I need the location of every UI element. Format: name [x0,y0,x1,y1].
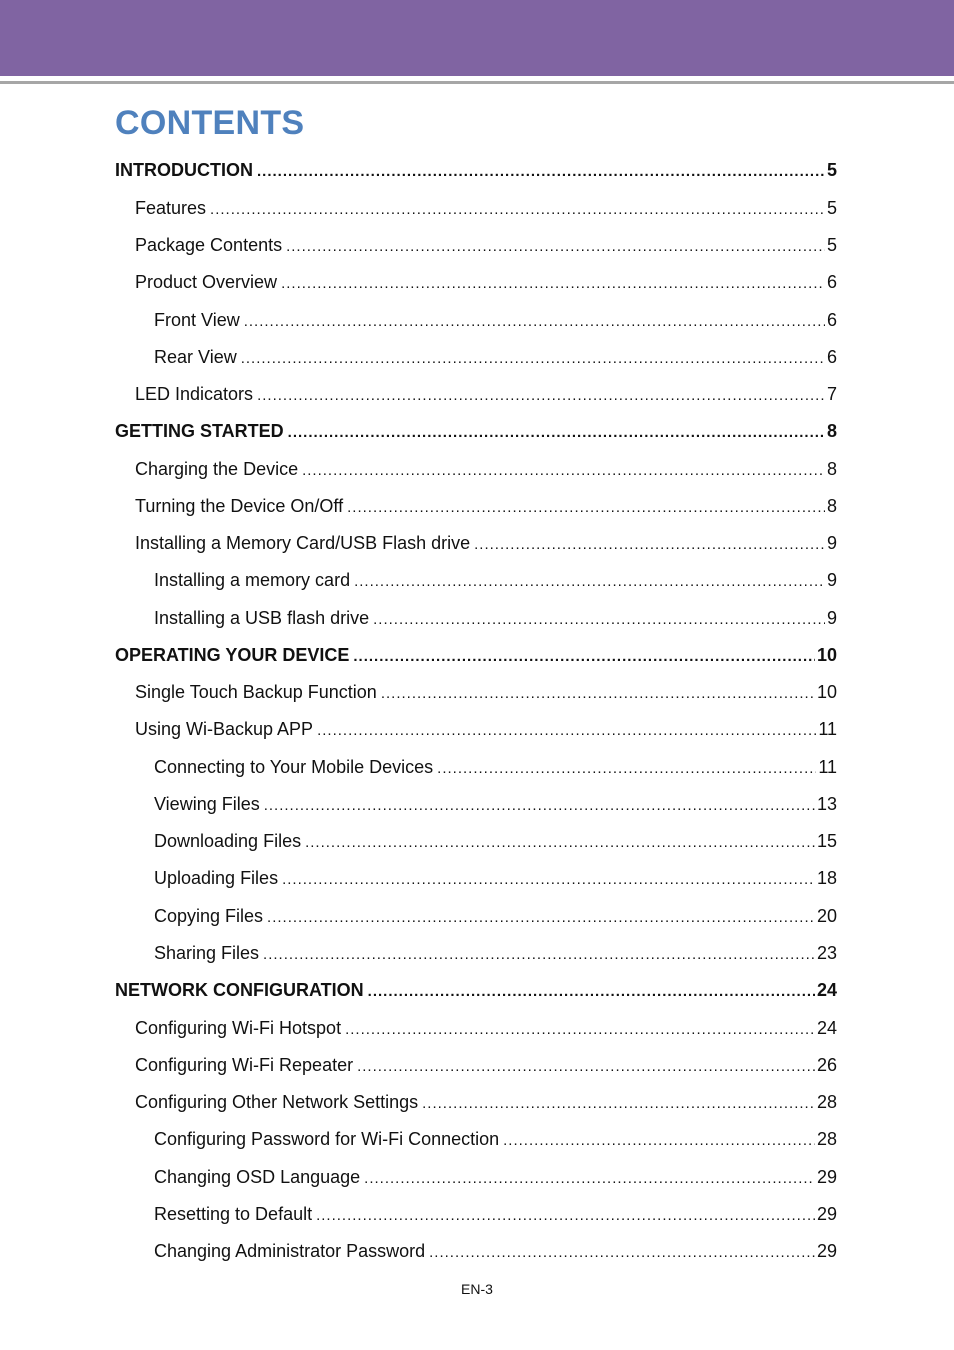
toc-dot-leader [381,685,815,703]
toc-dot-leader [264,797,815,815]
toc-entry-page-number: 8 [826,459,837,479]
toc-entry-page-number: 11 [818,757,837,777]
toc-dot-leader [357,1058,815,1076]
toc-dot-leader [353,648,815,666]
toc-dot-leader [316,1207,815,1225]
toc-entry-label: Downloading Files [154,831,302,851]
toc-entry-page-number: 7 [826,384,837,404]
toc-entry-page-number: 5 [826,198,837,218]
toc-entry-label: INTRODUCTION [115,160,253,180]
toc-entry[interactable] [115,642,837,666]
toc-dot-leader [282,871,815,889]
toc-entry-label: Configuring Password for Wi-Fi Connection [154,1129,500,1149]
toc-entry-page-number: 10 [816,645,837,665]
toc-entry-label: Features [135,198,207,218]
toc-entry-page-number: 24 [816,1018,837,1038]
toc-entry[interactable] [135,716,837,740]
toc-entry-page-number: 8 [826,496,837,516]
toc-entry[interactable] [154,791,837,815]
toc-entry[interactable] [135,679,837,703]
toc-entry[interactable] [154,903,837,927]
toc-entry-page-number: 5 [826,235,837,255]
toc-dot-leader [503,1132,815,1150]
toc-entry-label: Resetting to Default [154,1204,313,1224]
toc-entry[interactable] [135,269,837,293]
toc-entry-label: Sharing Files [154,943,260,963]
toc-entry-label: Installing a Memory Card/USB Flash drive [135,533,471,553]
toc-entry-page-number: 26 [816,1055,837,1075]
toc-entry-page-number: 29 [816,1167,837,1187]
toc-dot-leader [302,462,825,480]
toc-entry-label: Package Contents [135,235,283,255]
toc-entry-label: Installing a memory card [154,570,351,590]
toc-dot-leader [347,499,825,517]
toc-entry-page-number: 18 [816,868,837,888]
toc-entry-label: Using Wi-Backup APP [135,719,314,739]
toc-dot-leader [257,163,825,181]
toc-entry-page-number: 28 [816,1129,837,1149]
toc-entry-page-number: 9 [826,570,837,590]
toc-entry-label: Viewing Files [154,794,260,814]
toc-entry[interactable] [115,157,837,181]
toc-entry-label: NETWORK CONFIGURATION [115,980,364,1000]
toc-entry-page-number: 15 [816,831,837,851]
toc-entry-page-number: 6 [826,347,837,367]
toc-entry-page-number: 13 [816,794,837,814]
toc-entry-label: Charging the Device [135,459,299,479]
toc-entry-label: GETTING STARTED [115,421,284,441]
toc-entry[interactable] [154,1201,837,1225]
toc-entry[interactable] [154,605,837,629]
toc-dot-leader [437,760,816,778]
toc-entry-page-number: 9 [826,608,837,628]
toc-dot-leader [317,722,816,740]
toc-entry-label: Changing OSD Language [154,1167,361,1187]
toc-dot-leader [267,909,815,927]
toc-dot-leader [364,1170,815,1188]
toc-entry-page-number: 6 [826,272,837,292]
toc-entry-label: Turning the Device On/Off [135,496,344,516]
toc-entry[interactable] [154,828,837,852]
toc-entry-page-number: 8 [826,421,837,441]
toc-entry-label: Installing a USB flash drive [154,608,370,628]
toc-entry[interactable] [115,418,837,442]
toc-entry[interactable] [135,232,837,256]
toc-dot-leader [368,983,815,1001]
toc-dot-leader [288,424,825,442]
toc-entry-label: Front View [154,310,240,330]
toc-entry[interactable] [135,1089,837,1113]
toc-dot-leader [354,573,825,591]
toc-entry[interactable] [115,977,837,1001]
toc-entry-page-number: 6 [826,310,837,330]
toc-entry-page-number: 20 [816,906,837,926]
toc-dot-leader [345,1021,815,1039]
toc-entry-page-number: 5 [826,160,837,180]
toc-dot-leader [373,611,825,629]
toc-entry[interactable] [154,307,837,331]
toc-entry[interactable] [135,493,837,517]
contents-heading: CONTENTS [115,104,305,142]
toc-entry-page-number: 23 [816,943,837,963]
toc-entry-page-number: 29 [816,1241,837,1261]
toc-entry[interactable] [154,1164,837,1188]
toc-entry[interactable] [135,195,837,219]
toc-entry[interactable] [135,530,837,554]
toc-entry-label: Configuring Wi-Fi Hotspot [135,1018,342,1038]
toc-entry-page-number: 29 [816,1204,837,1224]
toc-entry[interactable] [135,1052,837,1076]
toc-entry-label: Uploading Files [154,868,279,888]
toc-entry[interactable] [135,1015,837,1039]
toc-entry[interactable] [135,456,837,480]
toc-entry-page-number: 10 [816,682,837,702]
toc-entry-label: Product Overview [135,272,278,292]
toc-entry[interactable] [154,1126,837,1150]
toc-entry-label: Copying Files [154,906,264,926]
toc-entry-page-number: 11 [818,719,837,739]
toc-dot-leader [429,1244,815,1262]
toc-entry-page-number: 9 [826,533,837,553]
toc-dot-leader [263,946,815,964]
toc-entry[interactable] [154,754,837,778]
toc-entry-label: Configuring Other Network Settings [135,1092,419,1112]
toc-dot-leader [286,238,825,256]
toc-entry-label: LED Indicators [135,384,254,404]
toc-entry[interactable] [154,1238,837,1262]
toc-dot-leader [474,536,825,554]
toc-dot-leader [257,387,825,405]
toc-entry-label: Changing Administrator Password [154,1241,426,1261]
toc-entry-page-number: 28 [816,1092,837,1112]
toc-entry-label: Configuring Wi-Fi Repeater [135,1055,354,1075]
toc-entry[interactable] [154,940,837,964]
toc-entry-label: Connecting to Your Mobile Devices [154,757,434,777]
toc-entry[interactable] [154,865,837,889]
toc-entry-page-number: 24 [816,980,837,1000]
toc-entry-label: Single Touch Backup Function [135,682,377,702]
page-number-footer: EN-3 [461,1281,493,1297]
toc-entry-label: Rear View [154,347,237,367]
toc-entry[interactable] [135,381,837,405]
toc-dot-leader [241,350,825,368]
toc-dot-leader [422,1095,815,1113]
toc-dot-leader [281,275,825,293]
toc-dot-leader [305,834,815,852]
toc-entry-label: OPERATING YOUR DEVICE [115,645,350,665]
toc-dot-leader [210,201,825,219]
toc-entry[interactable] [154,567,837,591]
toc-entry[interactable] [154,344,837,368]
toc-dot-leader [244,313,825,331]
